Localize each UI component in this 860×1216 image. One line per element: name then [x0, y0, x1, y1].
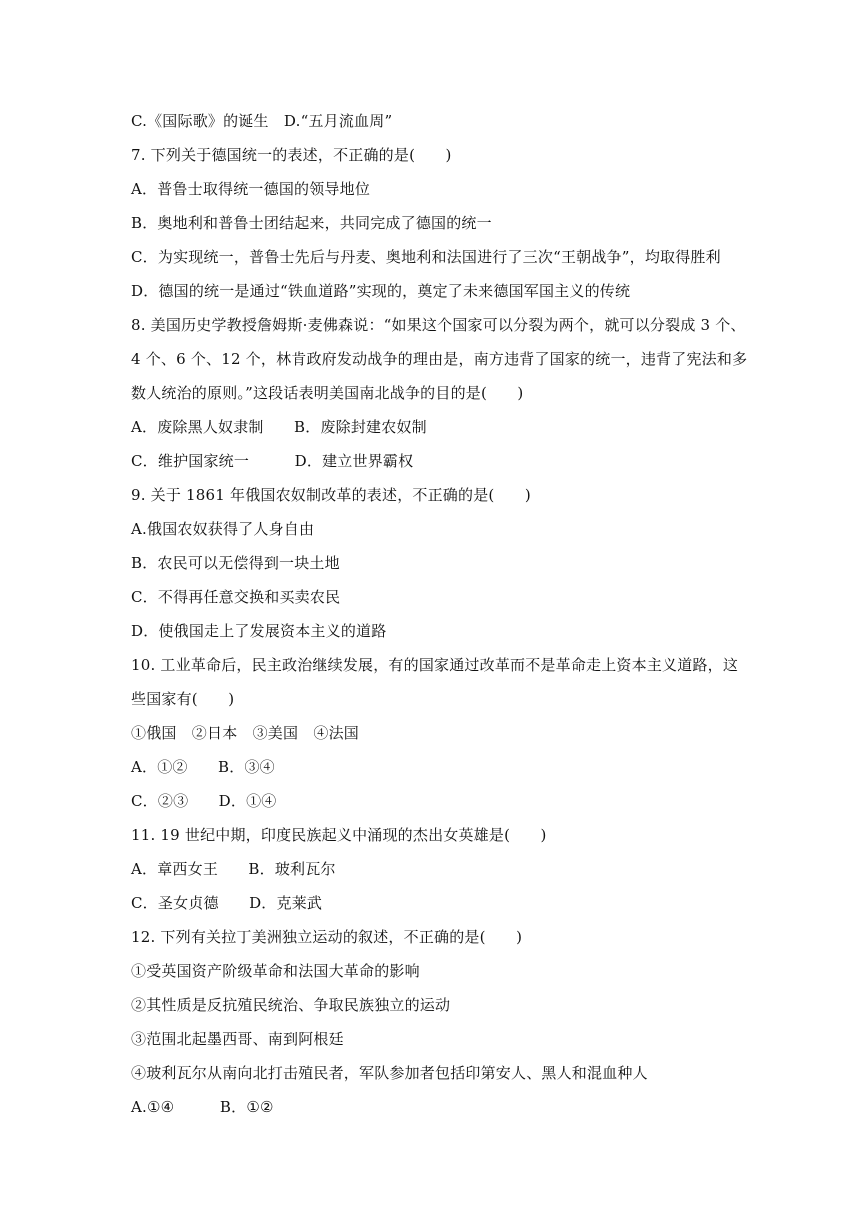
question-10-options-a-b: A．①② B．③④ [131, 758, 275, 776]
question-8-stem-line-1: 8. 美国历史学教授詹姆斯·麦佛森说：“如果这个国家可以分裂为两个，就可以分裂成 3 个、 [131, 316, 746, 334]
question-10-choices: ①俄国 ②日本 ③美国 ④法国 [131, 724, 360, 742]
question-10-stem-line-1: 10. 工业革命后，民主政治继续发展，有的国家通过改革而不是革命走上资本主义道路，这 [131, 656, 739, 674]
question-11-options-a-b: A．章西女王 B．玻利瓦尔 [131, 860, 336, 878]
question-12-choice-3: ③范围北起墨西哥、南到阿根廷 [131, 1030, 344, 1048]
question-7-option-b: B．奥地利和普鲁士团结起来，共同完成了德国的统一 [131, 214, 492, 232]
question-9-option-b: B．农民可以无偿得到一块土地 [131, 554, 340, 572]
question-8-options-c-d: C．维护国家统一 D．建立世界霸权 [131, 452, 414, 470]
question-11-options-c-d: C．圣女贞德 D．克莱武 [131, 894, 323, 912]
question-8-stem-line-3: 数人统治的原则。”这段话表明美国南北战争的目的是( ) [131, 384, 524, 402]
question-8-stem-line-2: 4 个、6 个、12 个，林肯政府发动战争的理由是，南方违背了国家的统一，违背了宪法和多 [131, 350, 748, 368]
question-7-stem: 7. 下列关于德国统一的表述，不正确的是( ) [131, 146, 452, 164]
question-9-stem: 9. 关于 1861 年俄国农奴制改革的表述，不正确的是( ) [131, 486, 531, 504]
question-12-options-a-b: A.①④ B．①② [131, 1098, 274, 1116]
question-9-option-d: D．使俄国走上了发展资本主义的道路 [131, 622, 387, 640]
question-7-option-d: D．德国的统一是通过“铁血道路”实现的，奠定了未来德国军国主义的传统 [131, 282, 631, 300]
question-10-options-c-d: C．②③ D．①④ [131, 792, 277, 810]
question-7-option-a: A．普鲁士取得统一德国的领导地位 [131, 180, 371, 198]
text-line-option-c-d-q6: C.《国际歌》的诞生 D.“五月流血周” [131, 112, 393, 130]
question-12-stem: 12. 下列有关拉丁美洲独立运动的叙述，不正确的是( ) [131, 928, 523, 946]
question-12-choice-1: ①受英国资产阶级革命和法国大革命的影响 [131, 962, 420, 980]
question-7-option-c: C．为实现统一，普鲁士先后与丹麦、奥地利和法国进行了三次“王朝战争”，均取得胜利 [131, 248, 721, 266]
question-8-options-a-b: A．废除黑人奴隶制 B．废除封建农奴制 [131, 418, 427, 436]
question-9-option-c: C．不得再任意交换和买卖农民 [131, 588, 341, 606]
question-12-choice-4: ④玻利瓦尔从南向北打击殖民者，军队参加者包括印第安人、黑人和混血种人 [131, 1064, 648, 1082]
question-11-stem: 11. 19 世纪中期，印度民族起义中涌现的杰出女英雄是( ) [131, 826, 547, 844]
question-10-stem-line-2: 些国家有( ) [131, 690, 235, 708]
question-9-option-a: A.俄国农奴获得了人身自由 [131, 520, 315, 538]
question-12-choice-2: ②其性质是反抗殖民统治、争取民族独立的运动 [131, 996, 451, 1014]
